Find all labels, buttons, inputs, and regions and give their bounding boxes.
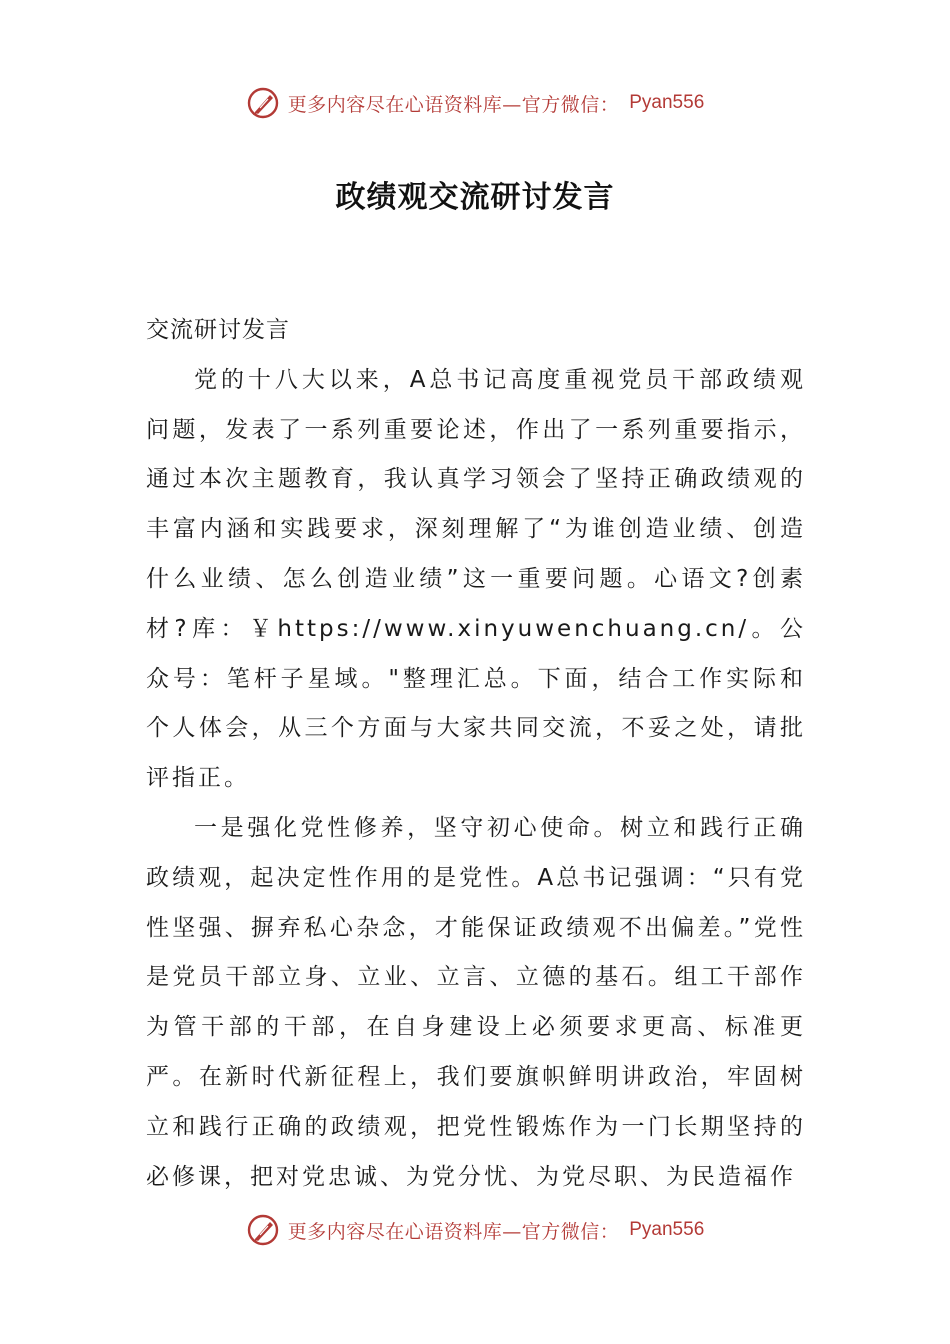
watermark-wechat-id: Pyan556 <box>629 92 705 113</box>
watermark-header <box>0 83 950 123</box>
watermark-text: 更多内容尽在心语资料库—官方微信： <box>287 93 620 116</box>
watermark-wechat-id: Pyan556 <box>629 1219 705 1240</box>
document-body <box>146 306 806 1202</box>
watermark-footer <box>0 1210 950 1250</box>
watermark-text: 更多内容尽在心语资料库—官方微信： <box>287 1220 620 1243</box>
quill-pen-logo-icon <box>246 1213 280 1247</box>
quill-pen-logo-icon <box>246 86 280 120</box>
document-title: 政绩观交流研讨发言 <box>335 180 615 215</box>
paragraph-point-one: 一是强化党性修养，坚守初心使命。树立和践行正确政绩观，起决定性作用的是党性。A总书记强调：“只有党性坚强、摒弃私心杂念，才能保证政绩观不出偏差。”党性是党员干部立身、立业、立言、立德的基石。组工干部作为管干部的干部，在自身建设上必须要求更高、标准更严。在新时代新征程上，我们要旗帜鲜明讲政治，牢固树立和践行正确的政绩观，把党性锻炼作为一门长期坚持的必修课，把对党忠诚、为党分忧、为党尽职、为民造福作 <box>146 814 806 1190</box>
document-subtitle: 交流研讨发言 <box>146 317 290 343</box>
paragraph-intro: 党的十八大以来，A总书记高度重视党员干部政绩观问题，发表了一系列重要论述，作出了一系列重要指示，通过本次主题教育，我认真学习领会了坚持正确政绩观的丰富内涵和实践要求，深刻理解了“为谁创造业绩、创造什么业绩、怎么创造业绩”这一重要问题。心语文?创素材?库：￥https://www.xinyuwenchuang.cn/。公众号：笔杆子星域。"整理汇总。下面，结合工作实际和个人体会，从三个方面与大家共同交流，不妥之处，请批评指正。 <box>146 366 806 792</box>
